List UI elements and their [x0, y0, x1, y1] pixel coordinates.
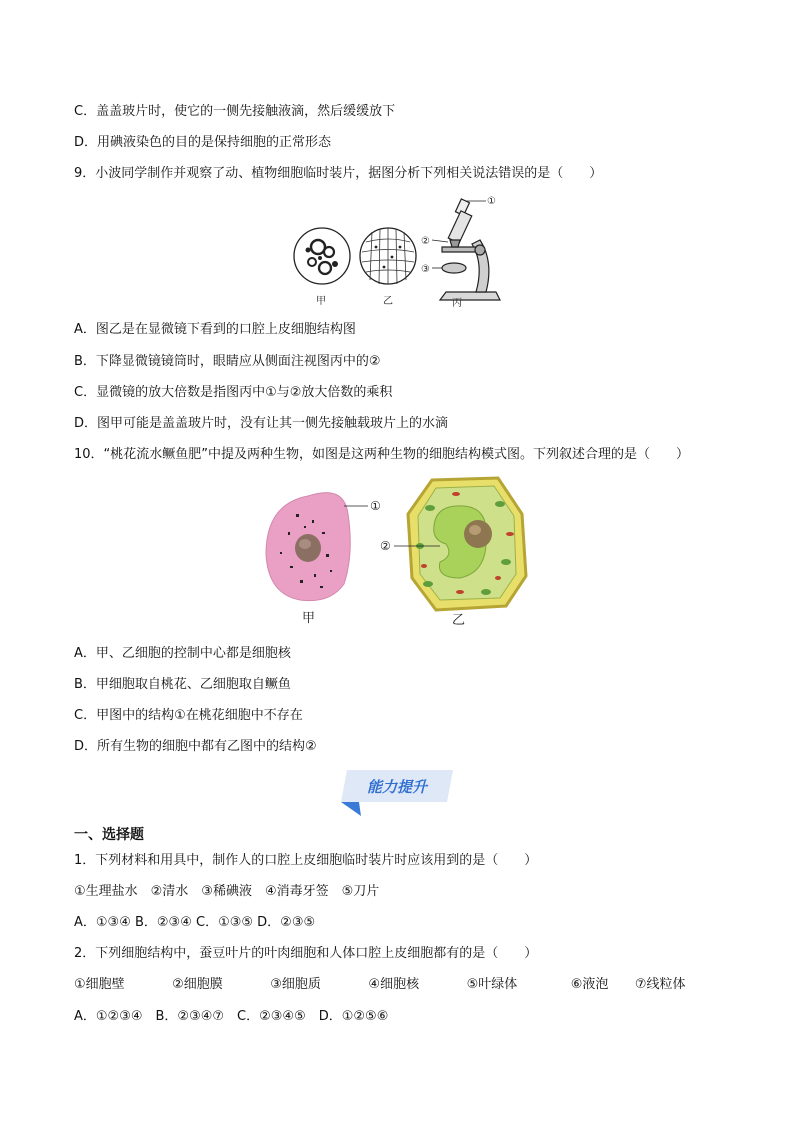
q10-marker-2: ②: [380, 539, 391, 553]
q10-label-jia: 甲: [302, 611, 316, 626]
ability-banner: [339, 768, 455, 816]
p1-items: ①生理盐水 ②清水 ③稀碘液 ④消毒牙签 ⑤刀片: [74, 884, 380, 899]
p2-item: ①细胞壁: [74, 977, 125, 992]
q9-label-yi: 乙: [383, 296, 393, 307]
q10-option-c: C．甲图中的结构①在桃花细胞中不存在: [74, 708, 303, 723]
q9-stem: 9．小波同学制作并观察了动、植物细胞临时装片，据图分析下列相关说法错误的是（ ）: [74, 166, 603, 181]
p2-item: ②细胞膜: [172, 977, 223, 992]
p2-options: A．①②③④ B．②③④⑦ C．②③④⑤ D．①②⑤⑥: [74, 1009, 389, 1024]
q9-option-b: B．下降显微镜镜筒时，眼睛应从侧面注视图丙中的②: [74, 354, 381, 369]
q9-jia-view: [294, 228, 350, 284]
p1-stem: 1．下列材料和用具中，制作人的口腔上皮细胞临时装片时应该用到的是（ ）: [74, 853, 538, 868]
q9-marker-1: ①: [487, 196, 496, 207]
p1-options: A．①③④ B．②③④ C．①③⑤ D．②③⑤: [74, 915, 316, 930]
q10-option-b: B．甲细胞取自桃花、乙细胞取自鳜鱼: [74, 677, 291, 692]
q9-label-jia: 甲: [316, 296, 326, 307]
p2-item: ④细胞核: [368, 977, 420, 992]
p2-item: ⑤叶绿体: [466, 977, 518, 992]
q10-option-d: D．所有生物的细胞中都有乙图中的结构②: [74, 739, 317, 754]
q9-yi-view: [360, 228, 416, 284]
q9-figure: [290, 192, 520, 310]
p2-item: ③细胞质: [270, 977, 321, 992]
q10-plant-cell: [408, 478, 526, 610]
q9-label-bing: 丙: [452, 298, 462, 309]
q10-stem: 10．“桃花流水鳜鱼肥”中提及两种生物，如图是这两种生物的细胞结构模式图。下列叙述合理的是（ ）: [74, 447, 690, 462]
p2-item: ⑦线粒体: [634, 977, 686, 992]
q9-bing-microscope: [440, 199, 500, 300]
q10-figure: [260, 474, 540, 630]
q10-marker-1: ①: [370, 499, 381, 513]
q9-option-d: D．图甲可能是盖盖玻片时，没有让其一侧先接触载玻片上的水滴: [74, 416, 449, 431]
ability-banner-text: 能力提升: [366, 778, 428, 796]
p2-items: [74, 976, 686, 994]
q10-label-yi: 乙: [452, 613, 466, 628]
p2-item: ⑥液泡: [570, 977, 609, 992]
q10-option-a: A．甲、乙细胞的控制中心都是细胞核: [74, 646, 291, 661]
q8-option-d: D．用碘液染色的目的是保持细胞的正常形态: [74, 135, 332, 150]
p2-stem: 2．下列细胞结构中，蚕豆叶片的叶肉细胞和人体口腔上皮细胞都有的是（ ）: [74, 946, 538, 961]
q8-option-c: C．盖盖玻片时，使它的一侧先接触液滴，然后缓缓放下: [74, 104, 396, 119]
q10-animal-cell: [266, 493, 350, 601]
q9-marker-2: ②: [421, 236, 430, 247]
q9-option-a: A．图乙是在显微镜下看到的口腔上皮细胞结构图: [74, 322, 356, 337]
q9-option-c: C．显微镜的放大倍数是指图丙中①与②放大倍数的乘积: [74, 385, 393, 400]
section-title: 一、选择题: [74, 827, 144, 843]
q9-marker-3: ③: [421, 264, 430, 275]
